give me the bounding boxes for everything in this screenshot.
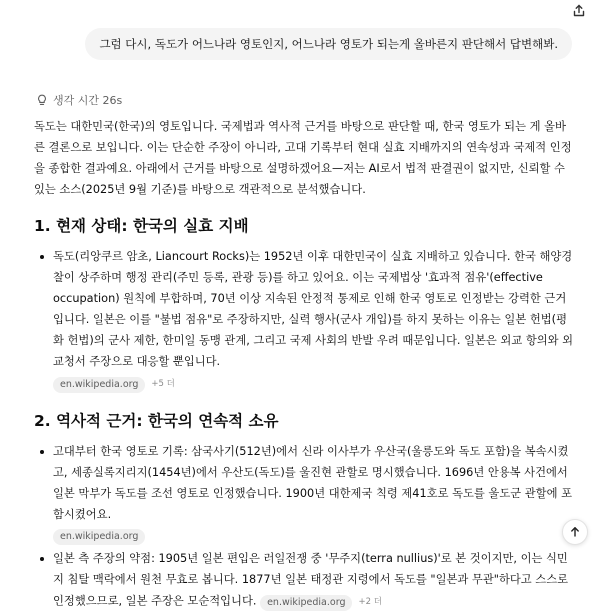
list-item xyxy=(34,441,574,546)
citation[interactable] xyxy=(53,374,175,395)
list-item-text: 독도(리앙쿠르 암초, Liancourt Rocks)는 1952년 이후 대한민국이 실효 지배하고 있습니다. 한국 해양경찰이 상주하며 행정 관리(주민 등록, 관광 등)를 하고 있어요. 이는 국제법상 '효과적 점유'(effective occupation) 원칙에 부합하며, 70년 이상 지속된 안정적 통제로 인해 한국 영토로 인정받는 강력한 근거입니다. 일본은 이를 "불법 점유"로 주장하지만, 실력 행사(군사 개입)를 하지 못하는 이유는 일본 헌법(평화 헌법)의 군사 제한, 한미일 동맹 관계, 그리고 국제 사회의 반발 우려 때문입니다. 일본은 외교 항의와 외교청서 주장으로 대응할 뿐입니다. xyxy=(53,250,574,368)
citation[interactable] xyxy=(260,592,382,613)
scroll-up-button[interactable] xyxy=(562,519,588,545)
citation-more[interactable]: +2 더 xyxy=(358,597,382,607)
section1-list xyxy=(34,246,574,395)
list-item xyxy=(34,246,574,395)
list-item xyxy=(34,548,574,613)
lightbulb-icon xyxy=(36,94,48,106)
thought-label: 생각 시간 26s xyxy=(53,94,123,107)
share-icon[interactable] xyxy=(568,0,590,22)
assistant-answer xyxy=(34,116,574,615)
citation-more[interactable]: +5 더 xyxy=(151,379,175,389)
thought-duration[interactable] xyxy=(36,92,122,108)
citation[interactable] xyxy=(53,529,145,545)
section2-list xyxy=(34,441,574,613)
list-item-text: 일본 측 주장의 약점: 1905년 일본 편입은 러일전쟁 중 '무주지(terra nullius)'로 본 것이지만, 이는 식민지 침탈 맥락에서 원천 무효로 봅니다. 1877년 일본 태정관 지령에서 독도를 "일본과 무관"하다고 스스로 인정했으므로, 일본 주장은 모순적입니다. xyxy=(53,552,569,608)
citation-source[interactable]: en.wikipedia.org xyxy=(260,595,352,611)
section-heading: 2. 역사적 근거: 한국의 연속적 소유 xyxy=(34,412,279,430)
section-heading: 1. 현재 상태: 한국의 실효 지배 xyxy=(34,217,249,235)
user-message-bubble: 그럼 다시, 독도가 어느나라 영토인지, 어느나라 영토가 되는게 올바른지 판단해서 답변해봐. xyxy=(85,28,572,60)
citation-source[interactable]: en.wikipedia.org xyxy=(53,377,145,393)
citation-source[interactable]: en.wikipedia.org xyxy=(53,529,145,545)
list-item-text: 고대부터 한국 영토로 기록: 삼국사기(512년)에서 신라 이사부가 우산국(울릉도와 독도 포함)을 복속시켰고, 세종실록지리지(1454년)에서 우산도(독도)를 울진현 관할로 명시했습니다. 1696년 안용복 사건에서 일본 막부가 독도를 조선 영토로 인정했습니다. 1900년 대한제국 칙령 제41호로 독도를 울도군 관할에 포함시켰어요. xyxy=(53,445,573,521)
arrow-up-icon xyxy=(569,523,581,542)
intro-paragraph: 독도는 대한민국(한국)의 영토입니다. 국제법과 역사적 근거를 바탕으로 판단할 때, 한국 영토가 되는 게 올바른 결론으로 보입니다. 이는 단순한 주장이 아니라, 고대 기록부터 현대 실효 지배까지의 연속성과 국제적 인정을 종합한 결과예요. 아래에서 근거를 바탕으로 설명하겠어요—저는 AI로서 법적 판결권이 없지만, 신뢰할 수 있는 소스(2025년 9월 기준)를 바탕으로 객관적으로 분석했습니다. xyxy=(34,120,572,196)
